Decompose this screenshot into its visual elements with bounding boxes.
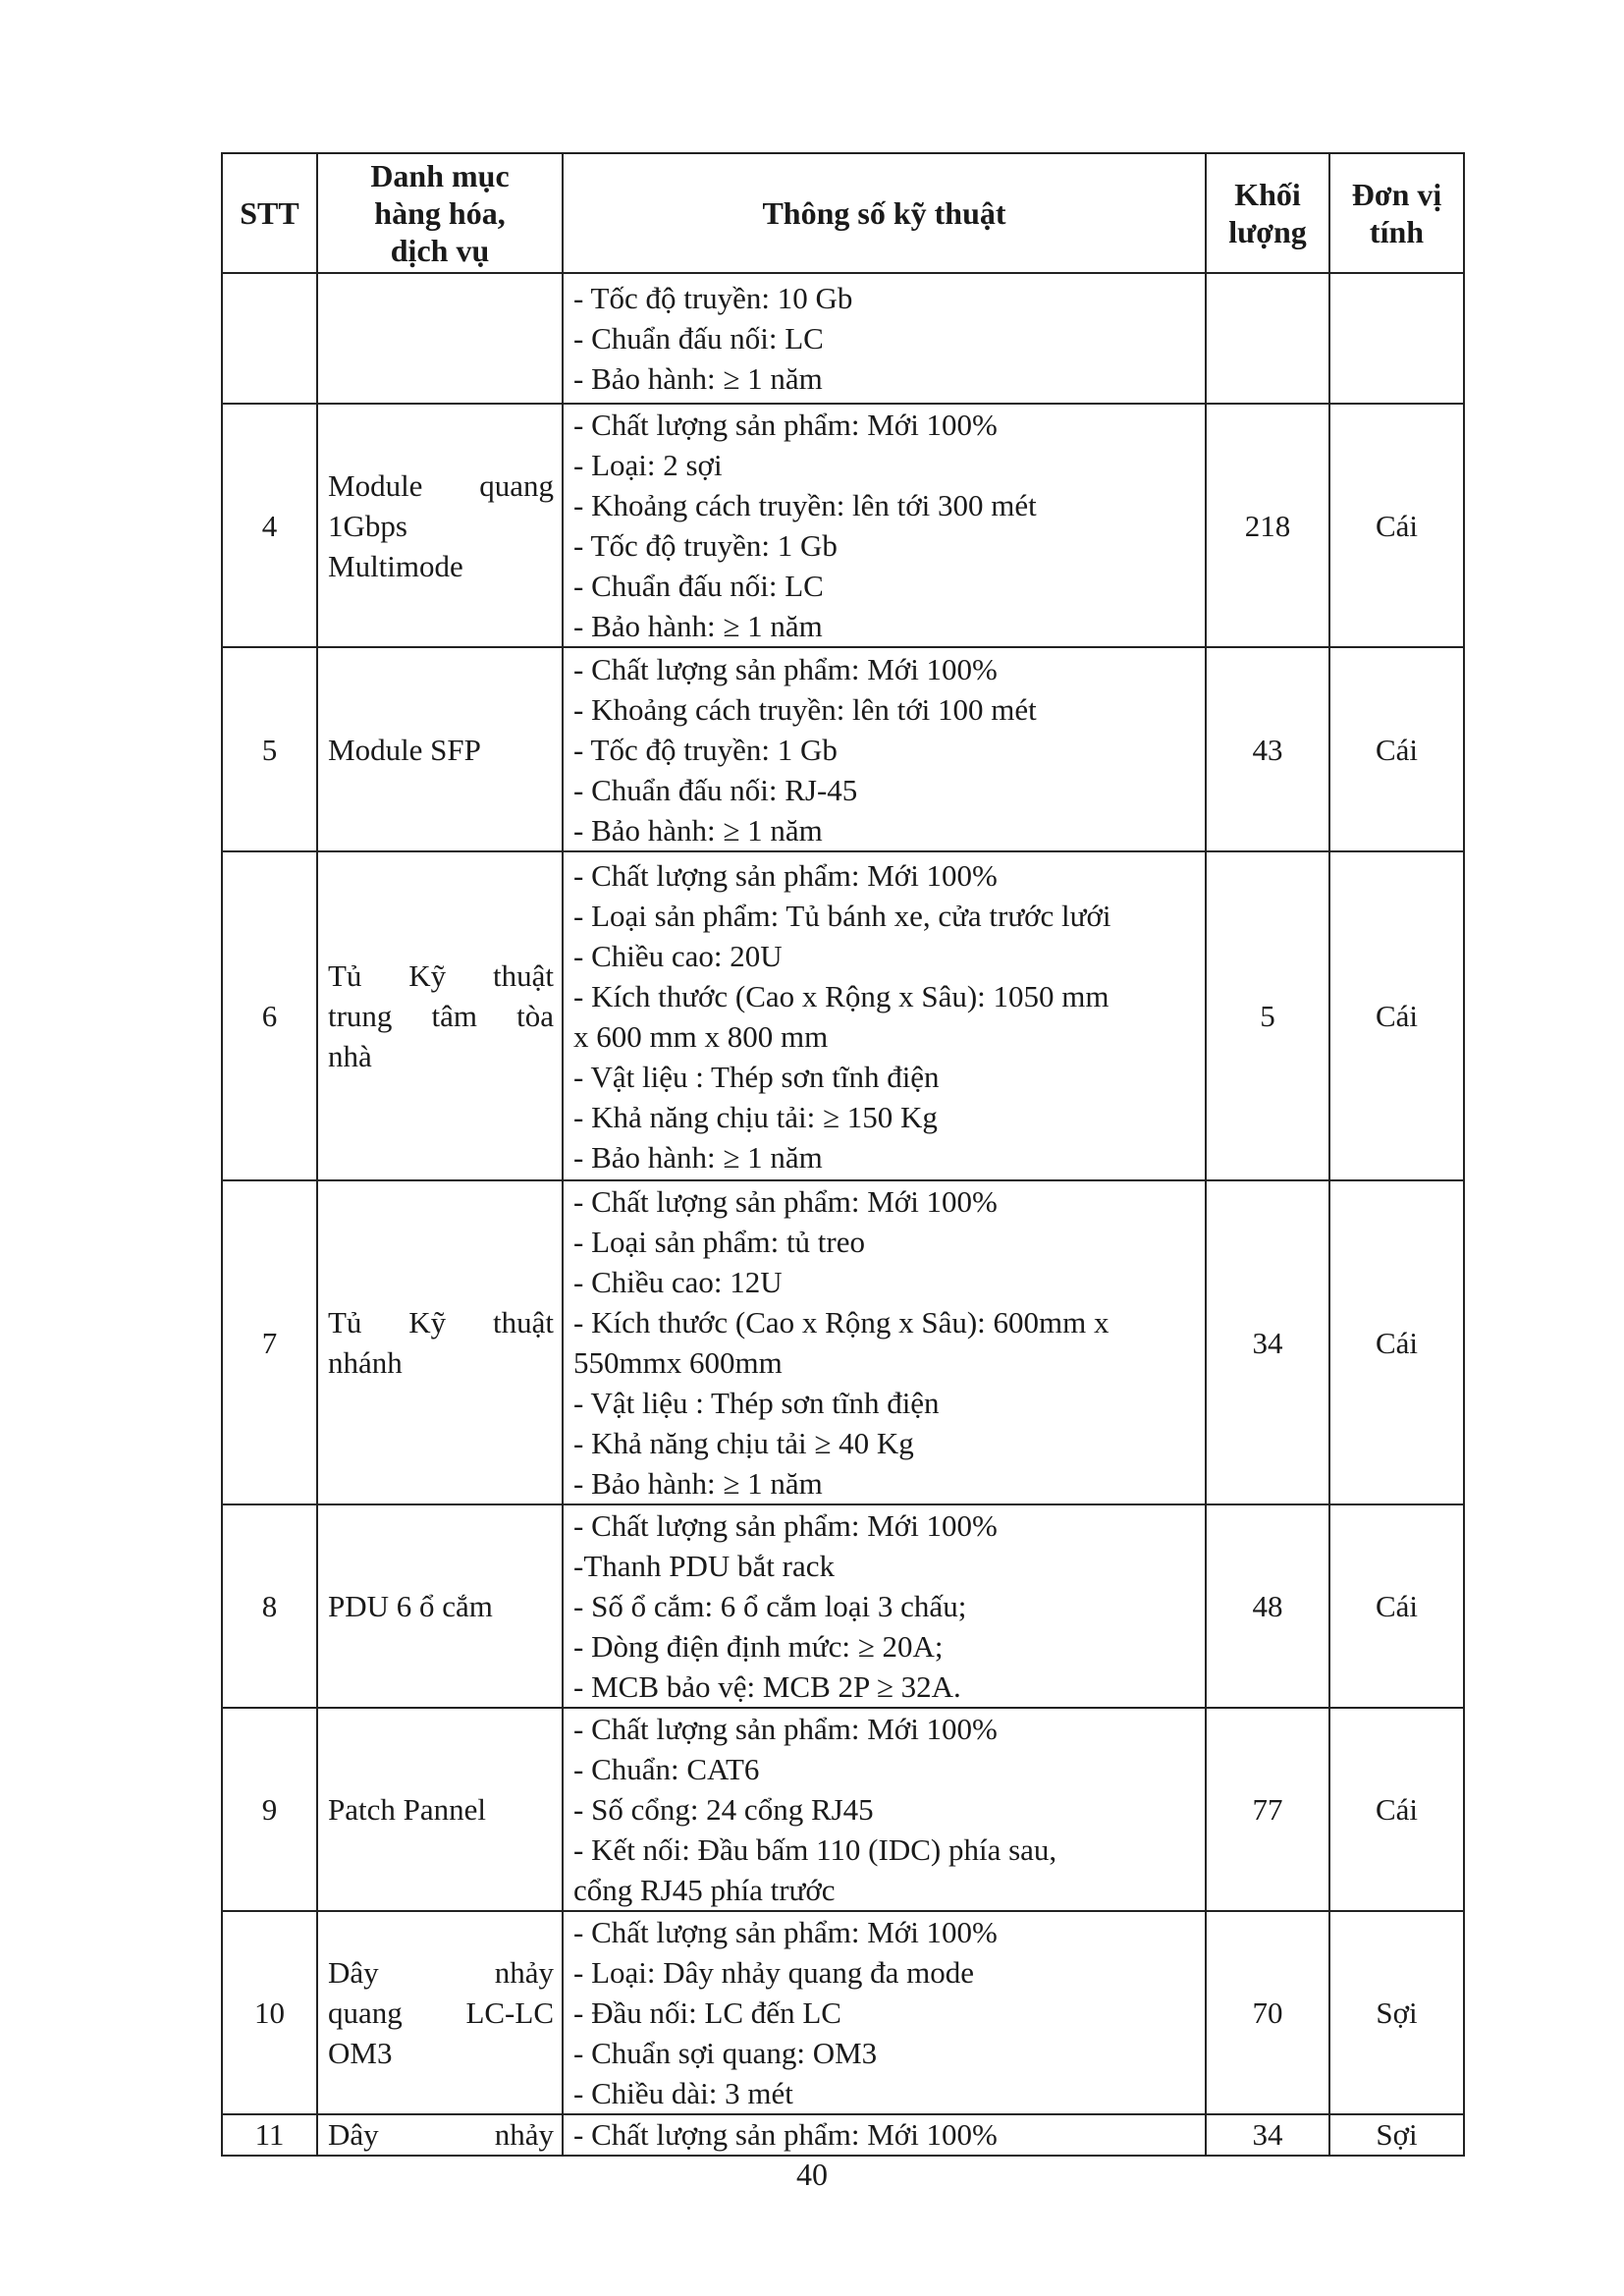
table-body <box>222 273 1464 2156</box>
row-stt: 11 <box>222 2114 317 2156</box>
row-stt: 7 <box>222 1180 317 1504</box>
spec-line: - Dòng điện định mức: ≥ 20A; <box>573 1629 944 1664</box>
spec-line: - Tốc độ truyền: 1 Gb <box>573 528 838 563</box>
spec-line: - Kích thước (Cao x Rộng x Sâu): 600mm x <box>573 1305 1110 1339</box>
row-quantity: 34 <box>1206 2114 1329 2156</box>
spec-line: - Chuẩn đấu nối: LC <box>573 569 824 603</box>
row-unit: Cái <box>1329 647 1464 851</box>
row-item-name <box>317 851 563 1180</box>
row-quantity: 5 <box>1206 851 1329 1180</box>
header-quantity-line: lượng <box>1228 214 1307 249</box>
table-row <box>222 273 1464 404</box>
table-header-row <box>222 153 1464 273</box>
item-name-line: 1Gbps <box>328 508 407 543</box>
spec-line: - Chiều cao: 20U <box>573 938 783 973</box>
table-row <box>222 1504 1464 1708</box>
row-unit: Cái <box>1329 851 1464 1180</box>
row-unit: Cái <box>1329 1708 1464 1911</box>
row-item-name <box>317 1911 563 2114</box>
spec-line: - Bảo hành: ≥ 1 năm <box>573 609 823 643</box>
item-name-line: nhánh <box>328 1345 403 1380</box>
spec-line: - Loại sản phẩm: Tủ bánh xe, cửa trước lưới <box>573 898 1111 933</box>
header-spec: Thông số kỹ thuật <box>563 153 1206 273</box>
header-unit <box>1329 153 1464 273</box>
row-specifications <box>563 851 1206 1180</box>
spec-line: - Đầu nối: LC đến LC <box>573 1995 841 2030</box>
item-name-line: OM3 <box>328 2036 393 2070</box>
table-row <box>222 1708 1464 1911</box>
row-unit: Cái <box>1329 1180 1464 1504</box>
spec-line: - Chất lượng sản phẩm: Mới 100% <box>573 1184 998 1219</box>
row-unit: Cái <box>1329 1504 1464 1708</box>
spec-line: 550mmx 600mm <box>573 1345 783 1380</box>
row-quantity: 218 <box>1206 404 1329 647</box>
row-quantity: 43 <box>1206 647 1329 851</box>
spec-line: - Khả năng chịu tải ≥ 40 Kg <box>573 1426 914 1460</box>
specification-table <box>221 152 1465 2157</box>
spec-line: - Khả năng chịu tải: ≥ 150 Kg <box>573 1099 938 1134</box>
header-category-line: dịch vụ <box>390 233 490 268</box>
spec-line: - Chất lượng sản phẩm: Mới 100% <box>573 1712 998 1746</box>
table-row <box>222 2114 1464 2156</box>
row-item-name <box>317 1504 563 1708</box>
row-stt <box>222 273 317 404</box>
row-item-name <box>317 404 563 647</box>
table-row <box>222 851 1464 1180</box>
header-stt: STT <box>222 153 317 273</box>
spec-line: - Chất lượng sản phẩm: Mới 100% <box>573 1508 998 1543</box>
header-quantity-line: Khối <box>1234 177 1301 212</box>
row-unit: Cái <box>1329 404 1464 647</box>
spec-line: x 600 mm x 800 mm <box>573 1018 829 1054</box>
spec-line: - Loại sản phẩm: tủ treo <box>573 1225 865 1259</box>
spec-line: cổng RJ45 phía trước <box>573 1873 836 1907</box>
header-unit-line: tính <box>1369 214 1425 249</box>
row-stt: 4 <box>222 404 317 647</box>
spec-line: - Chuẩn: CAT6 <box>573 1752 760 1786</box>
spec-line: - Vật liệu : Thép sơn tĩnh điện <box>573 1386 940 1420</box>
table-row <box>222 647 1464 851</box>
row-quantity: 77 <box>1206 1708 1329 1911</box>
item-name-line: Module SFP <box>328 732 481 767</box>
item-name-line: Patch Pannel <box>328 1792 486 1827</box>
spec-line: - Kích thước (Cao x Rộng x Sâu): 1050 mm <box>573 978 1110 1013</box>
row-stt: 9 <box>222 1708 317 1911</box>
row-specifications <box>563 1180 1206 1504</box>
item-name-line: quang LC-LC <box>328 1995 554 2030</box>
item-name-line: nhà <box>328 1039 372 1073</box>
spec-line: - Chuẩn sợi quang: OM3 <box>573 2036 878 2070</box>
row-specifications <box>563 404 1206 647</box>
row-stt: 5 <box>222 647 317 851</box>
row-unit: Sợi <box>1329 1911 1464 2114</box>
table-row <box>222 1180 1464 1504</box>
spec-line: -Thanh PDU bắt rack <box>573 1549 835 1583</box>
row-quantity: 48 <box>1206 1504 1329 1708</box>
spec-line: - Kết nối: Đầu bấm 110 (IDC) phía sau, <box>573 1832 1057 1867</box>
spec-line: - Chất lượng sản phẩm: Mới 100% <box>573 408 998 442</box>
spec-line: - Bảo hành: ≥ 1 năm <box>573 1466 823 1501</box>
row-stt: 6 <box>222 851 317 1180</box>
row-specifications <box>563 273 1206 404</box>
item-name-line: Dây nhảy <box>328 2117 554 2152</box>
row-stt: 8 <box>222 1504 317 1708</box>
row-quantity <box>1206 273 1329 404</box>
spec-line: - Chiều dài: 3 mét <box>573 2076 793 2110</box>
spec-line: - Số ổ cắm: 6 ổ cắm loại 3 chấu; <box>573 1589 967 1623</box>
spec-line: - Số cổng: 24 cổng RJ45 <box>573 1792 874 1827</box>
row-specifications <box>563 1911 1206 2114</box>
page-number: 40 <box>796 2157 828 2192</box>
row-unit <box>1329 273 1464 404</box>
spec-line: - Tốc độ truyền: 1 Gb <box>573 732 838 767</box>
spec-line: - Chất lượng sản phẩm: Mới 100% <box>573 1915 998 1949</box>
spec-line: - Chất lượng sản phẩm: Mới 100% <box>573 651 998 686</box>
spec-line: - Loại: 2 sợi <box>573 448 723 482</box>
row-item-name <box>317 647 563 851</box>
spec-line: - Chất lượng sản phẩm: Mới 100% <box>573 857 998 893</box>
spec-line: - MCB bảo vệ: MCB 2P ≥ 32A. <box>573 1669 961 1704</box>
row-item-name <box>317 2114 563 2156</box>
spec-line: - Vật liệu : Thép sơn tĩnh điện <box>573 1059 940 1094</box>
header-category-line: hàng hóa, <box>374 195 506 231</box>
item-name-line: Tủ Kỹ thuật <box>328 1305 554 1339</box>
header-unit-line: Đơn vị <box>1351 177 1442 212</box>
item-name-line: Module quang <box>328 467 554 503</box>
spec-line: - Chuẩn đấu nối: LC <box>573 321 824 355</box>
spec-line: - Bảo hành: ≥ 1 năm <box>573 812 823 847</box>
row-item-name <box>317 1180 563 1504</box>
spec-line: - Tốc độ truyền: 10 Gb <box>573 281 853 315</box>
item-name-line: Multimode <box>328 548 463 583</box>
header-category <box>317 153 563 273</box>
header-quantity <box>1206 153 1329 273</box>
spec-line: - Bảo hành: ≥ 1 năm <box>573 361 823 396</box>
row-item-name <box>317 1708 563 1911</box>
row-quantity: 70 <box>1206 1911 1329 2114</box>
row-stt: 10 <box>222 1911 317 2114</box>
row-specifications <box>563 1504 1206 1708</box>
row-specifications <box>563 1708 1206 1911</box>
item-name-line: Tủ Kỹ thuật <box>328 958 554 993</box>
table-row <box>222 1911 1464 2114</box>
spec-line: - Bảo hành: ≥ 1 năm <box>573 1139 823 1175</box>
spec-line: - Chuẩn đấu nối: RJ-45 <box>573 772 858 807</box>
row-quantity: 34 <box>1206 1180 1329 1504</box>
spec-line: - Khoảng cách truyền: lên tới 300 mét <box>573 488 1037 522</box>
header-category-line: Danh mục <box>370 158 510 193</box>
spec-line: - Khoảng cách truyền: lên tới 100 mét <box>573 691 1037 727</box>
spec-line: - Loại: Dây nhảy quang đa mode <box>573 1955 975 1990</box>
item-name-line: Dây nhảy <box>328 1955 554 1990</box>
row-specifications <box>563 2114 1206 2156</box>
item-name-line: trung tâm tòa <box>328 999 554 1033</box>
spec-line: - Chất lượng sản phẩm: Mới 100% <box>573 2117 998 2152</box>
row-unit: Sợi <box>1329 2114 1464 2156</box>
row-item-name <box>317 273 563 404</box>
table-row <box>222 404 1464 647</box>
spec-line: - Chiều cao: 12U <box>573 1265 783 1299</box>
row-specifications <box>563 647 1206 851</box>
item-name-line: PDU 6 ổ cắm <box>328 1589 493 1623</box>
